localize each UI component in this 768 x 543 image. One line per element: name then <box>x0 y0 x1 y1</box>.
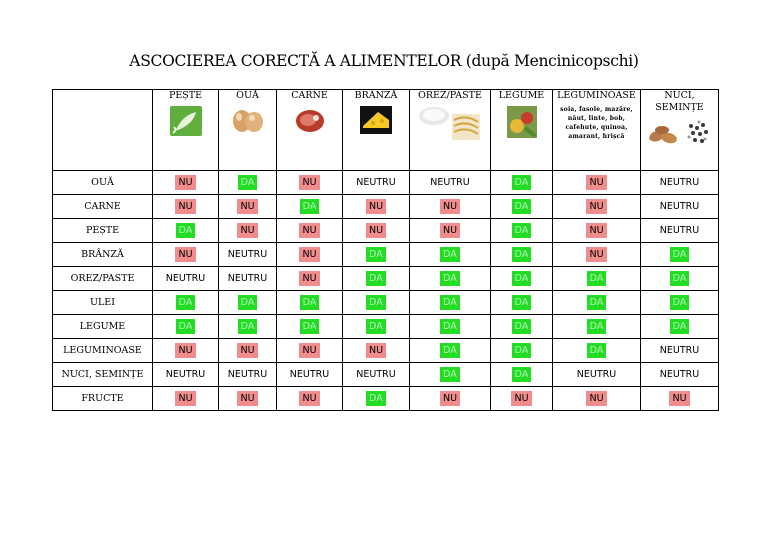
row-header: NUCI, SEMINȚE <box>53 363 153 387</box>
compatibility-value-da: DA <box>587 295 607 310</box>
compatibility-value-da: DA <box>670 319 690 334</box>
table-cell <box>153 243 219 267</box>
compatibility-value-neutru: NEUTRU <box>659 345 700 356</box>
table-cell <box>491 291 553 315</box>
compatibility-value-nu: NU <box>440 391 460 406</box>
table-cell <box>641 171 719 195</box>
compatibility-value-nu: NU <box>299 247 319 262</box>
row-header: LEGUMINOASE <box>53 339 153 363</box>
compatibility-value-nu: NU <box>237 343 257 358</box>
table-cell <box>343 339 410 363</box>
row-header: ULEI <box>53 291 153 315</box>
compatibility-value-da: DA <box>587 343 607 358</box>
compatibility-value-da: DA <box>440 271 460 286</box>
table-row-legume <box>53 315 719 339</box>
column-header-leguminoase <box>553 90 641 171</box>
column-header-label: NUCI, SEMINȚE <box>655 90 704 113</box>
column-header-label: OUĂ <box>236 90 259 101</box>
table-cell <box>219 315 277 339</box>
table-cell <box>553 291 641 315</box>
compatibility-value-nu: NU <box>366 343 386 358</box>
column-header-note: soia, fasole, mazăre, năut, linte, bob, cafehuțe, quinoa, amarant, hrișcă <box>560 106 633 140</box>
table-cell <box>553 171 641 195</box>
compatibility-value-nu: NU <box>237 223 257 238</box>
eggs-icon <box>219 106 276 140</box>
table-cell <box>277 387 343 411</box>
table-cell <box>553 195 641 219</box>
compatibility-value-nu: NU <box>586 391 606 406</box>
table-cell <box>553 339 641 363</box>
compatibility-value-nu: NU <box>586 247 606 262</box>
compatibility-value-da: DA <box>512 343 532 358</box>
column-header-label: PEȘTE <box>168 90 203 101</box>
compatibility-value-da: DA <box>238 295 258 310</box>
compatibility-value-da: DA <box>440 343 460 358</box>
table-cell <box>410 171 491 195</box>
table-cell <box>153 315 219 339</box>
table-cell <box>153 195 219 219</box>
compatibility-value-neutru: NEUTRU <box>576 369 617 380</box>
compatibility-value-da: DA <box>176 319 196 334</box>
table-cell <box>153 291 219 315</box>
table-cell <box>491 339 553 363</box>
table-cell <box>343 219 410 243</box>
table-cell <box>491 387 553 411</box>
compatibility-value-nu: NU <box>299 223 319 238</box>
column-header-carne <box>277 90 343 171</box>
compatibility-value-da: DA <box>300 295 320 310</box>
header-row <box>53 90 719 171</box>
compatibility-value-nu: NU <box>586 175 606 190</box>
table-row-oua <box>53 171 719 195</box>
compatibility-value-neutru: NEUTRU <box>289 369 330 380</box>
table-cell <box>641 339 719 363</box>
compatibility-value-da: DA <box>366 319 386 334</box>
table-cell <box>553 363 641 387</box>
table-cell <box>343 195 410 219</box>
compatibility-value-neutru: NEUTRU <box>659 225 700 236</box>
column-header-label: CARNE <box>291 90 328 101</box>
compatibility-value-nu: NU <box>175 247 195 262</box>
corner-cell <box>53 90 153 171</box>
vegetables-icon <box>491 106 552 140</box>
row-header: LEGUME <box>53 315 153 339</box>
table-cell <box>219 243 277 267</box>
table-cell <box>277 195 343 219</box>
table-cell <box>491 243 553 267</box>
compatibility-value-da: DA <box>670 247 690 262</box>
table-row-nuci-seminte <box>53 363 719 387</box>
table-cell <box>641 219 719 243</box>
compatibility-value-nu: NU <box>366 223 386 238</box>
compatibility-value-nu: NU <box>299 343 319 358</box>
table-cell <box>410 195 491 219</box>
table-cell <box>343 267 410 291</box>
compatibility-value-da: DA <box>512 367 532 382</box>
compatibility-value-nu: NU <box>237 199 257 214</box>
table-cell <box>277 171 343 195</box>
row-header: CARNE <box>53 195 153 219</box>
table-cell <box>641 387 719 411</box>
compatibility-value-nu: NU <box>586 199 606 214</box>
compatibility-value-nu: NU <box>366 199 386 214</box>
table-cell <box>410 243 491 267</box>
compatibility-value-da: DA <box>176 295 196 310</box>
table-cell <box>410 315 491 339</box>
row-header: BRÂNZĂ <box>53 243 153 267</box>
table-row-peste <box>53 219 719 243</box>
compatibility-value-nu: NU <box>299 391 319 406</box>
table-cell <box>277 243 343 267</box>
table-cell <box>277 291 343 315</box>
table-row-leguminoase <box>53 339 719 363</box>
column-header-legume <box>491 90 553 171</box>
meat-icon <box>277 106 342 140</box>
table-row-branza <box>53 243 719 267</box>
compatibility-value-da: DA <box>440 367 460 382</box>
table-cell <box>343 315 410 339</box>
table-cell <box>153 363 219 387</box>
row-header: PEȘTE <box>53 219 153 243</box>
fish-icon <box>153 106 218 140</box>
table-cell <box>153 339 219 363</box>
row-header: FRUCTE <box>53 387 153 411</box>
table-cell <box>553 267 641 291</box>
table-cell <box>153 387 219 411</box>
row-header: OUĂ <box>53 171 153 195</box>
compatibility-value-da: DA <box>512 295 532 310</box>
table-cell <box>277 363 343 387</box>
table-cell <box>343 291 410 315</box>
table-cell <box>491 267 553 291</box>
compatibility-value-da: DA <box>512 319 532 334</box>
table-cell <box>410 363 491 387</box>
table-row-ulei <box>53 291 719 315</box>
table-cell <box>277 315 343 339</box>
compatibility-value-da: DA <box>238 319 258 334</box>
compatibility-value-neutru: NEUTRU <box>659 177 700 188</box>
nuts-seeds-icon <box>641 118 718 152</box>
table-cell <box>410 291 491 315</box>
table-cell <box>641 363 719 387</box>
compatibility-value-nu: NU <box>175 199 195 214</box>
page-title: ASCOCIEREA CORECTĂ A ALIMENTELOR (după Mencinicopschi) <box>129 52 639 70</box>
compatibility-value-neutru: NEUTRU <box>227 249 268 260</box>
compatibility-value-da: DA <box>300 319 320 334</box>
table-cell <box>553 315 641 339</box>
compatibility-value-da: DA <box>366 295 386 310</box>
table-cell <box>491 171 553 195</box>
table-cell <box>153 171 219 195</box>
compatibility-value-neutru: NEUTRU <box>227 369 268 380</box>
compatibility-value-da: DA <box>440 247 460 262</box>
compatibility-value-da: DA <box>366 391 386 406</box>
compatibility-value-neutru: NEUTRU <box>659 201 700 212</box>
column-header-oua <box>219 90 277 171</box>
compatibility-value-neutru: NEUTRU <box>659 369 700 380</box>
table-cell <box>153 219 219 243</box>
column-header-label: OREZ/PASTE <box>418 90 482 101</box>
compatibility-value-da: DA <box>300 199 320 214</box>
compatibility-value-da: DA <box>587 319 607 334</box>
compatibility-value-nu: NU <box>511 391 531 406</box>
column-header-label: BRÂNZĂ <box>354 90 398 101</box>
table-row-carne <box>53 195 719 219</box>
table-row-fructe <box>53 387 719 411</box>
table-cell <box>553 219 641 243</box>
table-cell <box>553 387 641 411</box>
table-cell <box>219 219 277 243</box>
table-cell <box>219 387 277 411</box>
compatibility-value-da: DA <box>366 247 386 262</box>
compatibility-value-neutru: NEUTRU <box>165 273 206 284</box>
compatibility-value-nu: NU <box>586 223 606 238</box>
column-header-branza <box>343 90 410 171</box>
table-cell <box>410 267 491 291</box>
table-cell <box>343 387 410 411</box>
column-header-label: LEGUMINOASE <box>557 90 636 101</box>
table-cell <box>491 363 553 387</box>
table-cell <box>343 243 410 267</box>
compatibility-value-da: DA <box>670 271 690 286</box>
row-header: OREZ/PASTE <box>53 267 153 291</box>
table-cell <box>277 267 343 291</box>
food-combination-table <box>52 89 719 411</box>
table-cell <box>219 171 277 195</box>
table-row-orez-paste <box>53 267 719 291</box>
compatibility-value-nu: NU <box>175 343 195 358</box>
table-cell <box>491 219 553 243</box>
compatibility-value-nu: NU <box>175 391 195 406</box>
table-cell <box>343 171 410 195</box>
column-header-label: LEGUME <box>498 90 545 101</box>
compatibility-value-nu: NU <box>299 271 319 286</box>
table-cell <box>219 339 277 363</box>
table-cell <box>219 291 277 315</box>
compatibility-value-da: DA <box>512 223 532 238</box>
compatibility-value-da: DA <box>512 175 532 190</box>
table-cell <box>219 195 277 219</box>
column-header-peste <box>153 90 219 171</box>
compatibility-value-da: DA <box>366 271 386 286</box>
compatibility-value-da: DA <box>440 319 460 334</box>
compatibility-value-neutru: NEUTRU <box>356 369 396 380</box>
compatibility-value-neutru: NEUTRU <box>356 177 396 188</box>
table-cell <box>491 315 553 339</box>
compatibility-value-da: DA <box>587 271 607 286</box>
table-cell <box>410 219 491 243</box>
table-cell <box>277 339 343 363</box>
table-cell <box>153 267 219 291</box>
table-cell <box>410 387 491 411</box>
column-header-nuci-seminte <box>641 90 719 171</box>
compatibility-value-nu: NU <box>669 391 689 406</box>
compatibility-value-neutru: NEUTRU <box>430 177 470 188</box>
compatibility-value-da: DA <box>176 223 196 238</box>
table-cell <box>641 291 719 315</box>
compatibility-value-da: DA <box>238 175 258 190</box>
compatibility-value-neutru: NEUTRU <box>227 273 268 284</box>
table-cell <box>219 363 277 387</box>
table-cell <box>641 315 719 339</box>
table-cell <box>641 243 719 267</box>
table-cell <box>343 363 410 387</box>
compatibility-value-nu: NU <box>440 199 460 214</box>
compatibility-value-da: DA <box>670 295 690 310</box>
table-cell <box>410 339 491 363</box>
compatibility-value-neutru: NEUTRU <box>165 369 206 380</box>
column-header-orez-paste <box>410 90 491 171</box>
table-cell <box>219 267 277 291</box>
compatibility-value-nu: NU <box>299 175 319 190</box>
table-cell <box>553 243 641 267</box>
compatibility-value-nu: NU <box>237 391 257 406</box>
rice-pasta-icon <box>410 106 490 140</box>
table-cell <box>641 195 719 219</box>
table-cell <box>491 195 553 219</box>
compatibility-value-da: DA <box>512 247 532 262</box>
table-cell <box>277 219 343 243</box>
compatibility-value-da: DA <box>440 295 460 310</box>
compatibility-value-da: DA <box>512 199 532 214</box>
cheese-icon <box>343 106 409 140</box>
compatibility-value-da: DA <box>512 271 532 286</box>
table-body <box>53 171 719 411</box>
table-cell <box>641 267 719 291</box>
compatibility-value-nu: NU <box>175 175 195 190</box>
compatibility-value-nu: NU <box>440 223 460 238</box>
